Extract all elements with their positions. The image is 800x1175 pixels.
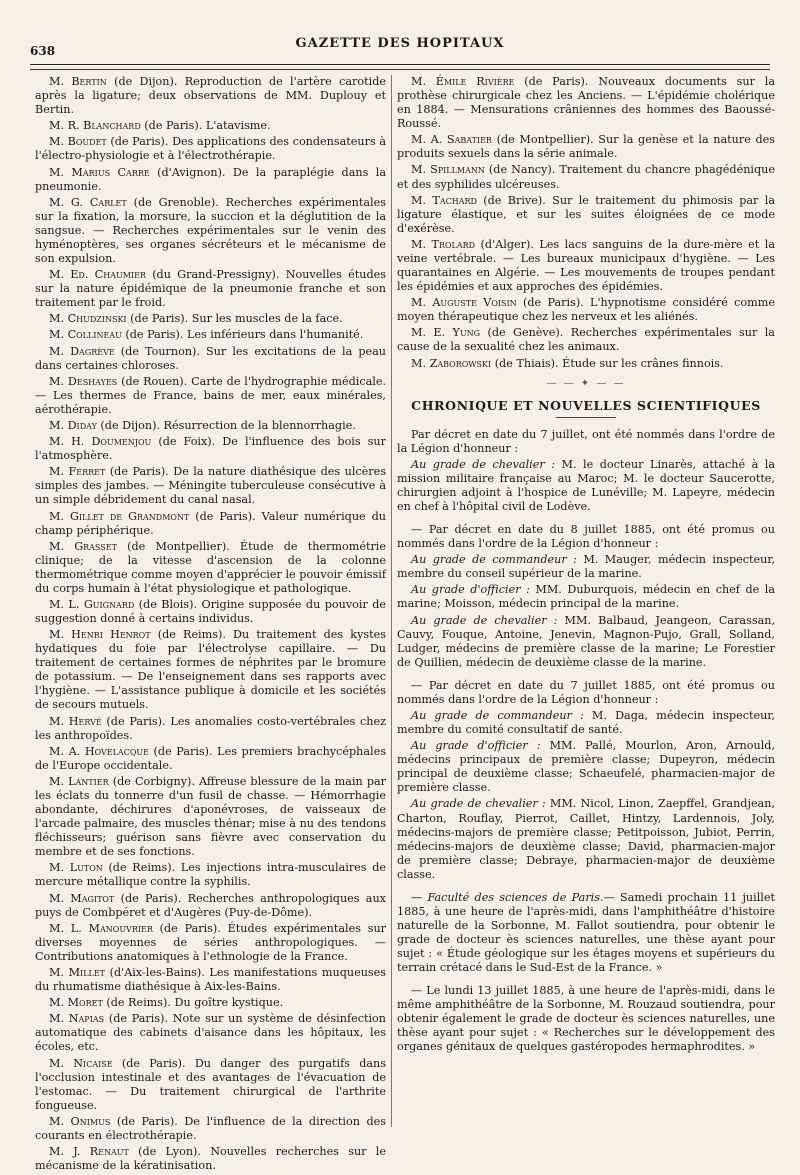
entry-text: (de Dijon). Reproduction de l'artère carotide après la ligature; deux observations de MM. Duplouy et Bertin. bbox=[35, 75, 386, 117]
entry-right_entries-3 bbox=[397, 194, 775, 236]
entry-text: (de Paris). De la nature diathésique des ulcères simples des jambes. — Méningite tuberculeuse consécutive à un simple débridement du canal nasal. bbox=[35, 465, 386, 507]
entry-left_entries-19 bbox=[35, 775, 386, 859]
entry-text: (de Paris). L'hypnotisme considéré comme moyen thérapeutique chez les nerveux et les aliénés. bbox=[397, 296, 775, 324]
entry-author: M. G. Carlet bbox=[49, 195, 127, 209]
entry-text: (de Foix). De l'influence des bois sur l'atmosphère. bbox=[35, 435, 386, 463]
entry-author: M. Ferret bbox=[49, 465, 106, 479]
entry-text: (de Genève). Recherches expérimentales sur la cause de la sexualité chez les animaux. bbox=[397, 326, 775, 354]
entry-author: M. Diday bbox=[49, 419, 97, 433]
entry-text: (de Grenoble). Recherches expérimentales sur la fixation, la morsure, la succion et la déglutition de la sangsue. — Recherches expérimentales sur le venin des hyménoptères, ses organes sécréteurs et le mécanisme de son expulsion. bbox=[35, 195, 386, 265]
section-separator: — — ✦ — — bbox=[546, 377, 626, 389]
entry-right_entries-2 bbox=[397, 163, 775, 191]
entry-left_entries-17 bbox=[35, 715, 386, 743]
entry-author: M. R. Blanchard bbox=[49, 119, 141, 133]
entry-right_entries-0 bbox=[397, 75, 775, 131]
entry-left_entries-20 bbox=[35, 861, 386, 889]
entry-text: (de Paris). Valeur numérique du champ périphérique. bbox=[35, 509, 386, 537]
entry-author: M. Dagrève bbox=[49, 344, 115, 358]
entry-author: M. Onimus bbox=[49, 1114, 111, 1128]
entry-left_entries-23 bbox=[35, 966, 386, 994]
entry-text: (de Paris). Des applications des condensateurs à l'électro-physiologie et à l'électrothérapie. bbox=[35, 135, 386, 163]
section-title-rule bbox=[556, 417, 616, 418]
entry-left_entries-12 bbox=[35, 465, 386, 507]
news-paragraph-1-grade: Au grade de chevalier : M. le docteur Linarès, attaché à la mission militaire française au Maroc; M. le docteur Saucerotte, chirurgien adjoint à l'hospice de Lunéville; M. Lapeyre, médecin en chef à l'hôpital civil de Lodève. bbox=[397, 457, 775, 514]
entry-left_entries-15 bbox=[35, 598, 386, 626]
entry-author: M. Hervé bbox=[49, 714, 102, 728]
entry-text: (de Reims). Du traitement des kystes hydatiques du foie par l'électrolyse capillaire. — Du traitement de certaines formes de néphrites par le bromure de potassium. — De l'enseignement dans ses rapports avec l'hygiène. — L'assistance publique à domicile et les sociétés de secours mutuels. bbox=[35, 628, 386, 712]
header-rule bbox=[30, 64, 770, 65]
entry-text: (de Montpellier). Sur la genèse et la nature des produits sexuels dans la série animale. bbox=[397, 133, 775, 161]
entry-right_entries-5 bbox=[397, 296, 775, 324]
entry-text: (de Reims). Les injections intra-musculaires de mercure métallique contre la syphilis. bbox=[35, 861, 386, 889]
right-column bbox=[397, 75, 775, 1056]
entry-text: (d'Aix-les-Bains). Les manifestations muqueuses du rhumatisme diathésique à Aix-les-Bains. bbox=[35, 965, 387, 994]
entry-author: M. Magitot bbox=[49, 891, 115, 905]
entry-left_entries-8 bbox=[35, 345, 386, 373]
entry-text: (de Reims). Du goître kystique. bbox=[102, 996, 284, 1010]
entry-text: (d'Alger). Les lacs sanguins de la dure-mère et la veine vertébrale. — Les bureaux municipaux d'hygiène. — Les quarantaines en Algérie. — Les mouvements de troupes pendant les épidémies et aux approches des épidémies. bbox=[397, 237, 776, 294]
entry-author: M. Deshayes bbox=[49, 374, 118, 388]
entry-author: M. Nicaise bbox=[49, 1056, 113, 1070]
entry-text: (de Paris). Les premiers brachycéphales de l'Europe occidentale. bbox=[35, 744, 386, 772]
entry-author: M. L. Guignard bbox=[49, 598, 135, 612]
entry-author: M. Auguste Voisin bbox=[411, 296, 517, 310]
news-paragraph-3-officier: Au grade d'officier : MM. Pallé, Mourlon, Aron, Arnould, médecins principaux de première classe; Dupeyron, médecin principal de deuxième classe; Schaeufelé, pharmacien-major de première classe. bbox=[397, 739, 775, 795]
entry-author: M. Gillet de Grandmont bbox=[49, 509, 190, 523]
entry-author: M. Luton bbox=[49, 861, 103, 875]
entry-left_entries-13 bbox=[35, 510, 386, 538]
entry-author: M. Lantier bbox=[49, 774, 109, 788]
entry-left_entries-3 bbox=[35, 166, 386, 194]
entry-text: (de Paris). L'atavisme. bbox=[140, 119, 271, 133]
entry-text: (du Grand-Pressigny). Nouvelles études sur la nature épidémique de la pneumonie franche et son traitement par le froid. bbox=[35, 268, 386, 310]
page-number: 638 bbox=[30, 44, 56, 58]
entry-author: M. Marius Carre bbox=[49, 165, 150, 179]
entry-left_entries-24 bbox=[35, 996, 386, 1010]
entry-author: M. J. Renaut bbox=[49, 1145, 129, 1158]
left-column bbox=[35, 75, 386, 1175]
entry-author: M. Grasset bbox=[49, 539, 117, 553]
running-title: GAZETTE DES HOPITAUX bbox=[295, 36, 505, 51]
entry-author: M. A. Sabatier bbox=[411, 133, 492, 147]
entry-text: (de Montpellier). Étude de thermométrie clinique; de la vitesse d'ascension de la colonne thermométrique comme moyen d'apprécier le pouvoir émissif du corps humain à l'état physiologique et pathologique. bbox=[35, 539, 386, 595]
entry-author: M. A. Hovelacque bbox=[49, 744, 149, 758]
entry-text: (de Rouen). Carte de l'hydrographie médicale. — Les thermes de France, bains de mer, eaux minérales, aérothérapie. bbox=[35, 374, 387, 416]
entry-left_entries-1 bbox=[35, 119, 386, 133]
entry-author: M. Zaborowski bbox=[411, 356, 492, 370]
entry-author: M. Spillmann bbox=[411, 163, 485, 177]
entry-author: M. Collineau bbox=[49, 328, 122, 342]
entry-author: M. Moret bbox=[49, 996, 103, 1010]
entry-left_entries-18 bbox=[35, 745, 386, 773]
entry-right_entries-1 bbox=[397, 133, 775, 161]
news-paragraph-4: — Faculté des sciences de Paris.— Samedi prochain 11 juillet 1885, à une heure de l'après-midi, dans l'amphithéâtre d'histoire naturelle de la Sorbonne, M. Fallot soutiendra, pour obtenir le grade de docteur ès sciences naturelles, une thèse ayant pour sujet : « Étude géologique sur les étages moyens et supérieurs du terrain crétacé dans le Sud-Est de la France. » bbox=[397, 890, 775, 974]
entry-text: (de Paris). Du danger des purgatifs dans l'occlusion intestinale et des avantages de l'évacuation de l'estomac. — Du traitement chirurgical de l'arthrite fongueuse. bbox=[35, 1056, 386, 1112]
entry-text: (de Brive). Sur le traitement du phimosis par la ligature élastique, et sur les suites éloignées de ce mode d'exérèse. bbox=[397, 193, 775, 235]
entry-author: M. Trolard bbox=[411, 237, 476, 251]
entry-text: (de Paris). Études expérimentales sur diverses moyennes de séries anthropologiques. — Contributions anatomiques à l'ethnologie de la France. bbox=[35, 921, 387, 963]
entry-author: M. Émile Rivière bbox=[411, 75, 515, 88]
entry-author: M. Millet bbox=[49, 965, 106, 979]
entry-text: (de Nancy). Traitement du chancre phagédénique et des syphilides ulcéreuses. bbox=[397, 163, 775, 191]
entry-left_entries-9 bbox=[35, 375, 386, 417]
entry-left_entries-25 bbox=[35, 1012, 386, 1054]
entry-left_entries-6 bbox=[35, 312, 386, 326]
entry-author: M. Boudet bbox=[49, 135, 107, 149]
news-paragraph-3-chevalier: Au grade de chevalier : MM. Nicol, Linon, Zaepffel, Grandjean, Charton, Rouflay, Pierrot, Caillet, Hintzy, Lardennois, Joly, médecins-majors de première classe; Petitpoisson, Jubiot, Perrin, médecins-majors de deuxième classe; David, pharmacien-major de première classe; Debraye, pharmacien-major de deuxième classe. bbox=[397, 797, 775, 881]
entry-text: (de Paris). Recherches anthropologiques aux puys de Combpéret et d'Augères (Puy-de-Dôme). bbox=[35, 891, 386, 919]
entry-text: (de Tournon). Sur les excitations de la peau dans certaines chloroses. bbox=[35, 344, 386, 372]
entry-text: (de Blois). Origine supposée du pouvoir de suggestion donné à certains individus. bbox=[35, 598, 386, 626]
entry-left_entries-28 bbox=[35, 1145, 386, 1173]
entry-author: M. Henri Henrot bbox=[49, 628, 151, 642]
header-rule-thin bbox=[30, 69, 770, 70]
entry-text: (de Paris). Sur les muscles de la face. bbox=[126, 312, 343, 326]
news-paragraph-2: — Par décret en date du 8 juillet 1885, ont été promus ou nommés dans l'ordre de la Légion d'honneur : bbox=[397, 523, 775, 551]
news-paragraph-3: — Par décret en date du 7 juillet 1885, ont été promus ou nommés dans l'ordre de la Légion d'honneur : bbox=[397, 678, 775, 706]
entry-left_entries-10 bbox=[35, 419, 386, 433]
column-divider bbox=[391, 75, 392, 1127]
entry-text: (de Paris). De l'influence de la direction des courants en électrothérapie. bbox=[35, 1114, 386, 1142]
news-paragraph-2-commandeur: Au grade de commandeur : M. Mauger, médecin inspecteur, membre du conseil supérieur de la marine. bbox=[397, 553, 776, 581]
entry-left_entries-26 bbox=[35, 1057, 386, 1113]
entry-left_entries-5 bbox=[35, 268, 386, 310]
entry-text: (de Lyon). Nouvelles recherches sur le mécanisme de la kératinisation. bbox=[35, 1145, 386, 1173]
entry-author: M. Tachard bbox=[411, 193, 477, 207]
entry-author: M. Bertin bbox=[49, 75, 107, 88]
news-paragraph-3-commandeur: Au grade de commandeur : M. Daga, médecin inspecteur, membre du comité consultatif de santé. bbox=[397, 709, 775, 737]
news-paragraph-2-chevalier: Au grade de chevalier : MM. Balbaud, Jeangeon, Carassan, Cauvy, Fouque, Antoine, Jenevin, Magnon-Pujo, Grall, Solland, Ludger, médecins de première classe de la marine; Le Forestier de Quillien, médecin de deuxième classe de la marine. bbox=[397, 613, 776, 669]
entry-author: M. Chudzinski bbox=[49, 312, 127, 326]
entry-author: M. L. Manouvrier bbox=[49, 921, 153, 935]
entry-left_entries-2 bbox=[35, 135, 386, 163]
news-paragraph-2-officier: Au grade d'officier : MM. Duburquois, médecin en chef de la marine; Moisson, médecin principal de la marine. bbox=[397, 583, 775, 611]
entry-text: (de Paris). Nouveaux documents sur la prothèse chirurgicale chez les Anciens. — L'épidémie cholérique en 1884. — Mensurations crâniennes des hommes des Baoussé-Roussé. bbox=[397, 75, 775, 131]
entry-text: (de Dijon). Résurrection de la blennorrhagie. bbox=[96, 419, 356, 433]
entry-text: (de Paris). Note sur un système de désinfection automatique des cabinets d'aisance dans les hôpitaux, les écoles, etc. bbox=[35, 1012, 386, 1054]
news-paragraph-1: Par décret en date du 7 juillet, ont été nommés dans l'ordre de la Légion d'honneur : bbox=[397, 427, 775, 455]
entry-author: M. E. Yung bbox=[411, 326, 481, 340]
entry-left_entries-21 bbox=[35, 892, 386, 920]
entry-author: M. Napias bbox=[49, 1012, 105, 1026]
entry-left_entries-0 bbox=[35, 75, 386, 117]
section-title: CHRONIQUE ET NOUVELLES SCIENTIFIQUES bbox=[411, 397, 761, 413]
entry-text: (de Thiais). Étude sur les crânes finnois. bbox=[491, 356, 724, 370]
entry-text: (de Corbigny). Affreuse blessure de la main par les éclats du tonnerre d'un fusil de chasse. — Hémorrhagie abondante, déchirures d'aponévroses, de vaisseaux de l'arcade palmaire, des muscles thénar; mise à nu des tendons fléchisseurs; guérison sans fièvre avec conservation du membre et de ses fonctions. bbox=[35, 774, 386, 859]
entry-left_entries-7 bbox=[35, 328, 386, 342]
news-paragraph-5: — Le lundi 13 juillet 1885, à une heure de l'après-midi, dans le même amphithéâtre de la Sorbonne, M. Rouzaud soutiendra, pour obtenir également le grade de docteur ès sciences naturelles, une thèse ayant pour sujet : « Recherches sur le développement des organes génitaux de quelques gastéropodes hermaphrodites. » bbox=[397, 984, 775, 1054]
entry-left_entries-4 bbox=[35, 196, 386, 266]
entry-text: (d'Avignon). De la paraplégie dans la pneumonie. bbox=[35, 165, 386, 193]
entry-left_entries-11 bbox=[35, 435, 386, 463]
entry-text: (de Paris). Les anomalies costo-vertébrales chez les anthropoïdes. bbox=[35, 714, 386, 742]
entry-left_entries-14 bbox=[35, 540, 386, 596]
entry-left_entries-27 bbox=[35, 1115, 386, 1143]
entry-author: M. H. Doumenjou bbox=[49, 435, 152, 449]
entry-left_entries-22 bbox=[35, 922, 386, 964]
entry-right_entries-7 bbox=[397, 357, 775, 371]
right-entries bbox=[397, 75, 775, 371]
entry-right_entries-4 bbox=[397, 238, 775, 294]
entry-left_entries-16 bbox=[35, 628, 386, 712]
entry-right_entries-6 bbox=[397, 326, 775, 354]
entry-author: M. Ed. Chaumier bbox=[49, 268, 146, 282]
entry-text: (de Paris). Les inférieurs dans l'humanité. bbox=[121, 328, 364, 342]
